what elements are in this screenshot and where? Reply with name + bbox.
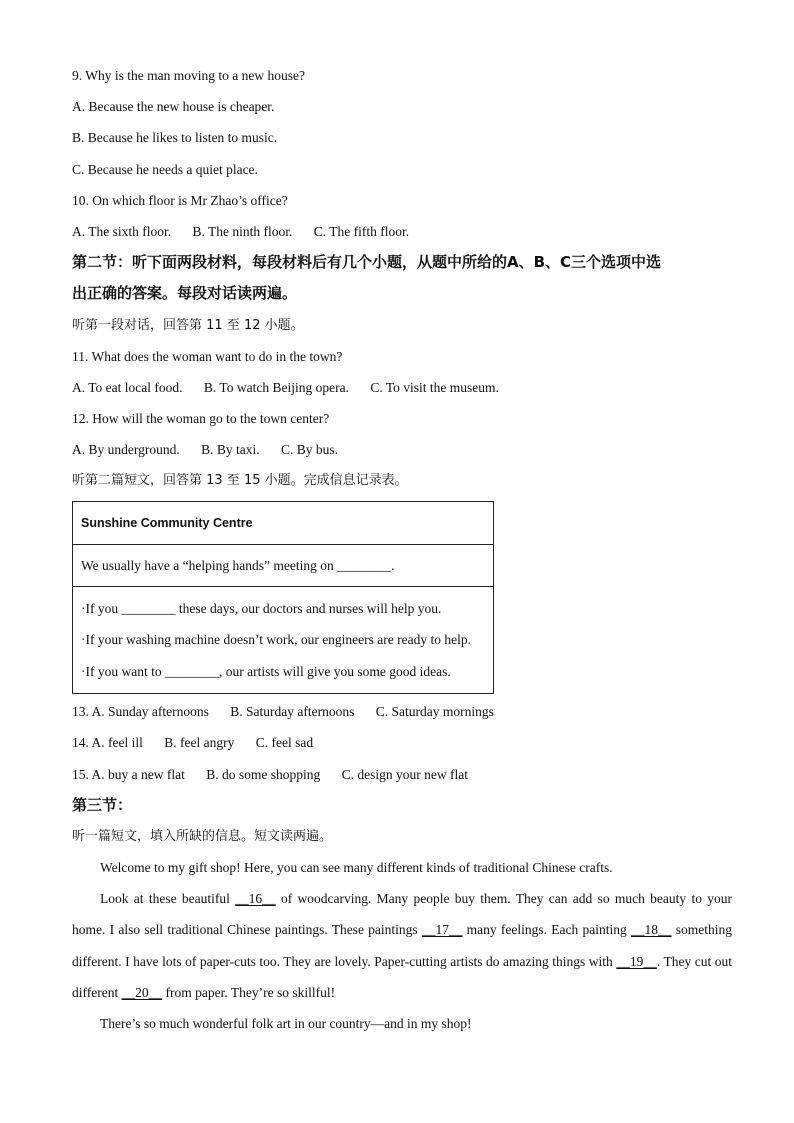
option-10a: A. The sixth floor. (72, 223, 172, 239)
table-service-line-1: ·If you ________ these days, our doctors and nurses will help you. (81, 600, 442, 616)
option-12c: C. By bus. (281, 442, 339, 458)
blank-16: __16__ (235, 891, 276, 907)
blank-19: __19__ (616, 953, 657, 969)
options-15 (72, 759, 732, 790)
options-10 (72, 216, 732, 247)
section-2-heading-line-1: 第二节：听下面两段材料，每段材料后有几个小题，从题中所给的A、B、C三个选项中选 (72, 253, 662, 272)
section-2-heading-line-2: 出正确的答案。每段对话读两遍。 (72, 284, 298, 303)
option-15b: B. do some shopping (206, 766, 321, 782)
option-9c: C. Because he needs a quiet place. (72, 161, 258, 177)
section-3-instruction: 听一篇短文，填入所缺的信息。短文读两遍。 (72, 828, 333, 844)
option-11b: B. To watch Beijing opera. (203, 379, 349, 395)
option-15a: 15. A. buy a new flat (72, 766, 185, 782)
table-service-line-3: ·If you want to ________, our artists will give you some good ideas. (81, 663, 451, 679)
passage-paragraph-3: There’s so much wonderful folk art in our country—and in my shop! (100, 1016, 472, 1032)
page-content (72, 60, 732, 1039)
option-14a: 14. A. feel ill (72, 735, 143, 751)
blank-20: __20__ (121, 984, 163, 1000)
table-meeting-row: We usually have a “helping hands” meeting on ________. (73, 544, 493, 586)
option-9b: B. Because he likes to listen to music. (72, 130, 278, 146)
blank-18: __18__ (631, 922, 672, 938)
option-13a: 13. A. Sunday afternoons (72, 704, 209, 720)
passage-text: many feelings. Each painting (462, 922, 632, 938)
options-13 (72, 696, 732, 727)
table-service-line-2: ·If your washing machine doesn’t work, our engineers are ready to help. (81, 632, 471, 648)
passage-paragraph-2 (72, 883, 732, 1008)
passage-text: . They cut out different (72, 953, 732, 1000)
options-12 (72, 434, 732, 465)
question-11: 11. What does the woman want to do in the town? (72, 348, 343, 364)
option-10c: C. The fifth floor. (313, 223, 410, 239)
passage-paragraph-1: Welcome to my gift shop! Here, you can see many different kinds of traditional Chinese crafts. (100, 860, 613, 876)
table-services-row (73, 586, 493, 694)
info-record-table (72, 501, 494, 695)
section-2-instruction-2: 听第二篇短文，回答第 13 至 15 小题。完成信息记录表。 (72, 473, 408, 489)
option-11c: C. To visit the museum. (370, 379, 499, 395)
passage-text: Look at these beautiful (100, 891, 236, 907)
option-11a: A. To eat local food. (72, 379, 183, 395)
blank-17: __17__ (421, 922, 463, 938)
option-13b: B. Saturday afternoons (230, 704, 355, 720)
options-14 (72, 727, 732, 758)
option-13c: C. Saturday mornings (375, 704, 494, 720)
option-14b: B. feel angry (164, 735, 235, 751)
question-12: 12. How will the woman go to the town center? (72, 411, 330, 427)
option-15c: C. design your new flat (341, 766, 468, 782)
option-12a: A. By underground. (72, 442, 180, 458)
section-3-heading: 第三节： (72, 795, 133, 814)
options-11 (72, 372, 732, 403)
section-2-instruction-1: 听第一段对话，回答第 11 至 12 小题。 (72, 317, 304, 333)
option-9a: A. Because the new house is cheaper. (72, 99, 275, 115)
option-12b: B. By taxi. (201, 442, 260, 458)
question-9: 9. Why is the man moving to a new house? (72, 68, 305, 83)
passage-text: something different. I have lots of paper-cuts too. They are lovely. Paper-cutting artists do amazing things with (72, 922, 733, 969)
option-14c: C. feel sad (255, 735, 314, 751)
passage-text: from paper. They’re so skillful! (162, 984, 336, 1000)
passage-text: of woodcarving. Many people buy them. They can add so much beauty to your home. I also sell traditional Chinese paintings. These paintings (72, 891, 732, 938)
question-10: 10. On which floor is Mr Zhao’s office? (72, 192, 288, 208)
option-10b: B. The ninth floor. (192, 223, 293, 239)
table-title: Sunshine Community Centre (81, 515, 253, 530)
